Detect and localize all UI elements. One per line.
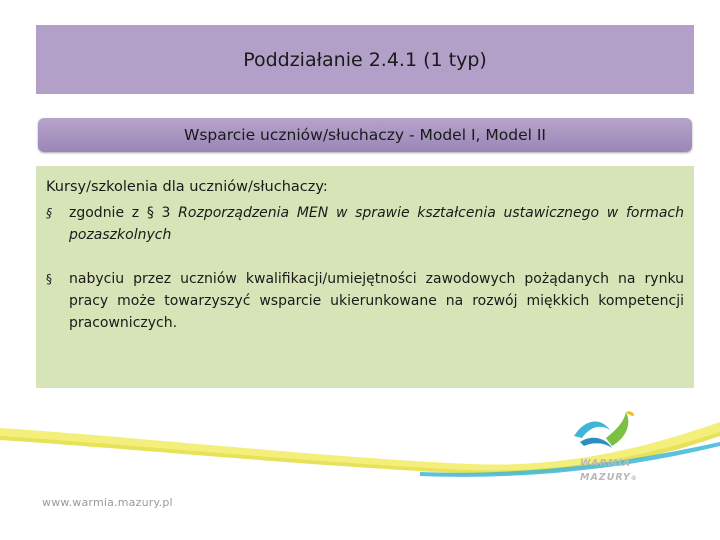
warmia-mazury-logo-icon [566,408,646,458]
content-lead: Kursy/szkolenia dla uczniów/słuchaczy: [46,179,328,195]
slide-title [36,25,694,94]
content-panel [36,166,694,388]
logo-text-mazury: MAZURY® [580,472,638,483]
slide-subtitle-text: Wsparcie uczniów/słuchaczy - Model I, Model II [184,126,546,144]
slide-title-text: Poddziałanie 2.4.1 (1 typ) [243,48,487,71]
bullet-item [46,202,684,246]
bullet-item [46,268,684,334]
bullet-text-plain: zgodnie z § 3 [69,205,179,221]
bullet-marker: § [46,206,52,220]
bullet-text: nabyciu przez uczniów kwalifikacji/umiejętności zawodowych pożądanych na rynku pracy może towarzyszyć wsparcie ukierunkowane na rozwój miękkich kompetencji pracowniczych. [69,271,684,331]
bullet-text-italic: Rozporządzenia MEN w sprawie kształcenia ustawicznego w formach pozaszkolnych [69,205,684,243]
footer-url: www.warmia.mazury.pl [42,496,173,509]
bullet-marker: § [46,272,52,286]
registered-mark: ® [630,475,638,482]
logo-text-warmia: WARMIA [580,458,632,469]
slide-subtitle [38,118,692,152]
